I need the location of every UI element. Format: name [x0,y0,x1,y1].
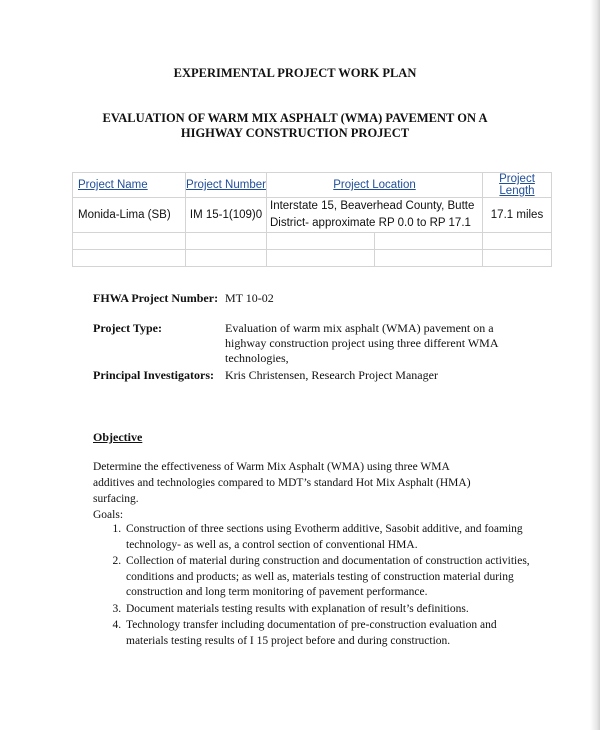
header-project-location: Project Location [267,173,483,198]
document-subtitle [0,111,590,141]
subtitle-line-1: EVALUATION OF WARM MIX ASPHALT (WMA) PAVEMENT ON A [102,111,488,125]
project-type-label: Project Type: [93,321,162,335]
cell-project-location [267,198,483,233]
objective-text: Determine the effectiveness of Warm Mix Asphalt (WMA) using three WMA additives and technologies compared to MDT’s standard Hot Mix Asphalt (HMA) surfacing. [93,461,471,505]
page-edge-shadow [590,0,600,730]
investigators-label: Principal Investigators: [93,368,214,382]
table-row-empty [73,233,552,250]
project-table [72,172,552,267]
location-line-2: District- approximate RP 0.0 to RP 17.1 [270,217,471,229]
table-row [73,198,552,233]
table-header-row [73,173,552,198]
cell-project-number: IM 15-1(109)0 [186,198,267,233]
header-project-number: Project Number [186,173,267,198]
header-project-length: Project Length [483,173,552,198]
goals-list [98,522,534,650]
goals-label: Goals: [93,509,124,521]
fhwa-value: MT 10-02 [225,291,274,305]
document-title: EXPERIMENTAL PROJECT WORK PLAN [173,66,417,80]
list-item: 4. Technology transfer including documentation of pre-construction evaluation and materials testing results of I 15 project before and during construction. [124,618,534,649]
location-line-1: Interstate 15, Beaverhead County, Butte [270,200,475,212]
table-row-empty [73,250,552,267]
cell-project-name: Monida-Lima (SB) [73,198,186,233]
header-project-name: Project Name [73,173,186,198]
project-type-value: Evaluation of warm mix asphalt (WMA) pavement on a highway construction project using three different WMA technologies, [225,321,498,365]
investigators-value: Kris Christensen, Research Project Manager [225,368,438,382]
list-item: 1. Construction of three sections using Evotherm additive, Sasobit additive, and foaming technology- as well as, a control section of conventional HMA. [124,522,534,553]
list-item: 3. Document materials testing results with explanation of result’s definitions. [124,602,534,618]
fhwa-label: FHWA Project Number: [93,291,219,305]
objective-heading: Objective [93,430,143,444]
subtitle-line-2: HIGHWAY CONSTRUCTION PROJECT [180,126,410,140]
list-item: 2. Collection of material during construction and documentation of construction activities, conditions and products; as well as, materials testing of construction material during construction and long term monitoring of pavement performance. [124,554,534,601]
cell-project-length: 17.1 miles [483,198,552,233]
